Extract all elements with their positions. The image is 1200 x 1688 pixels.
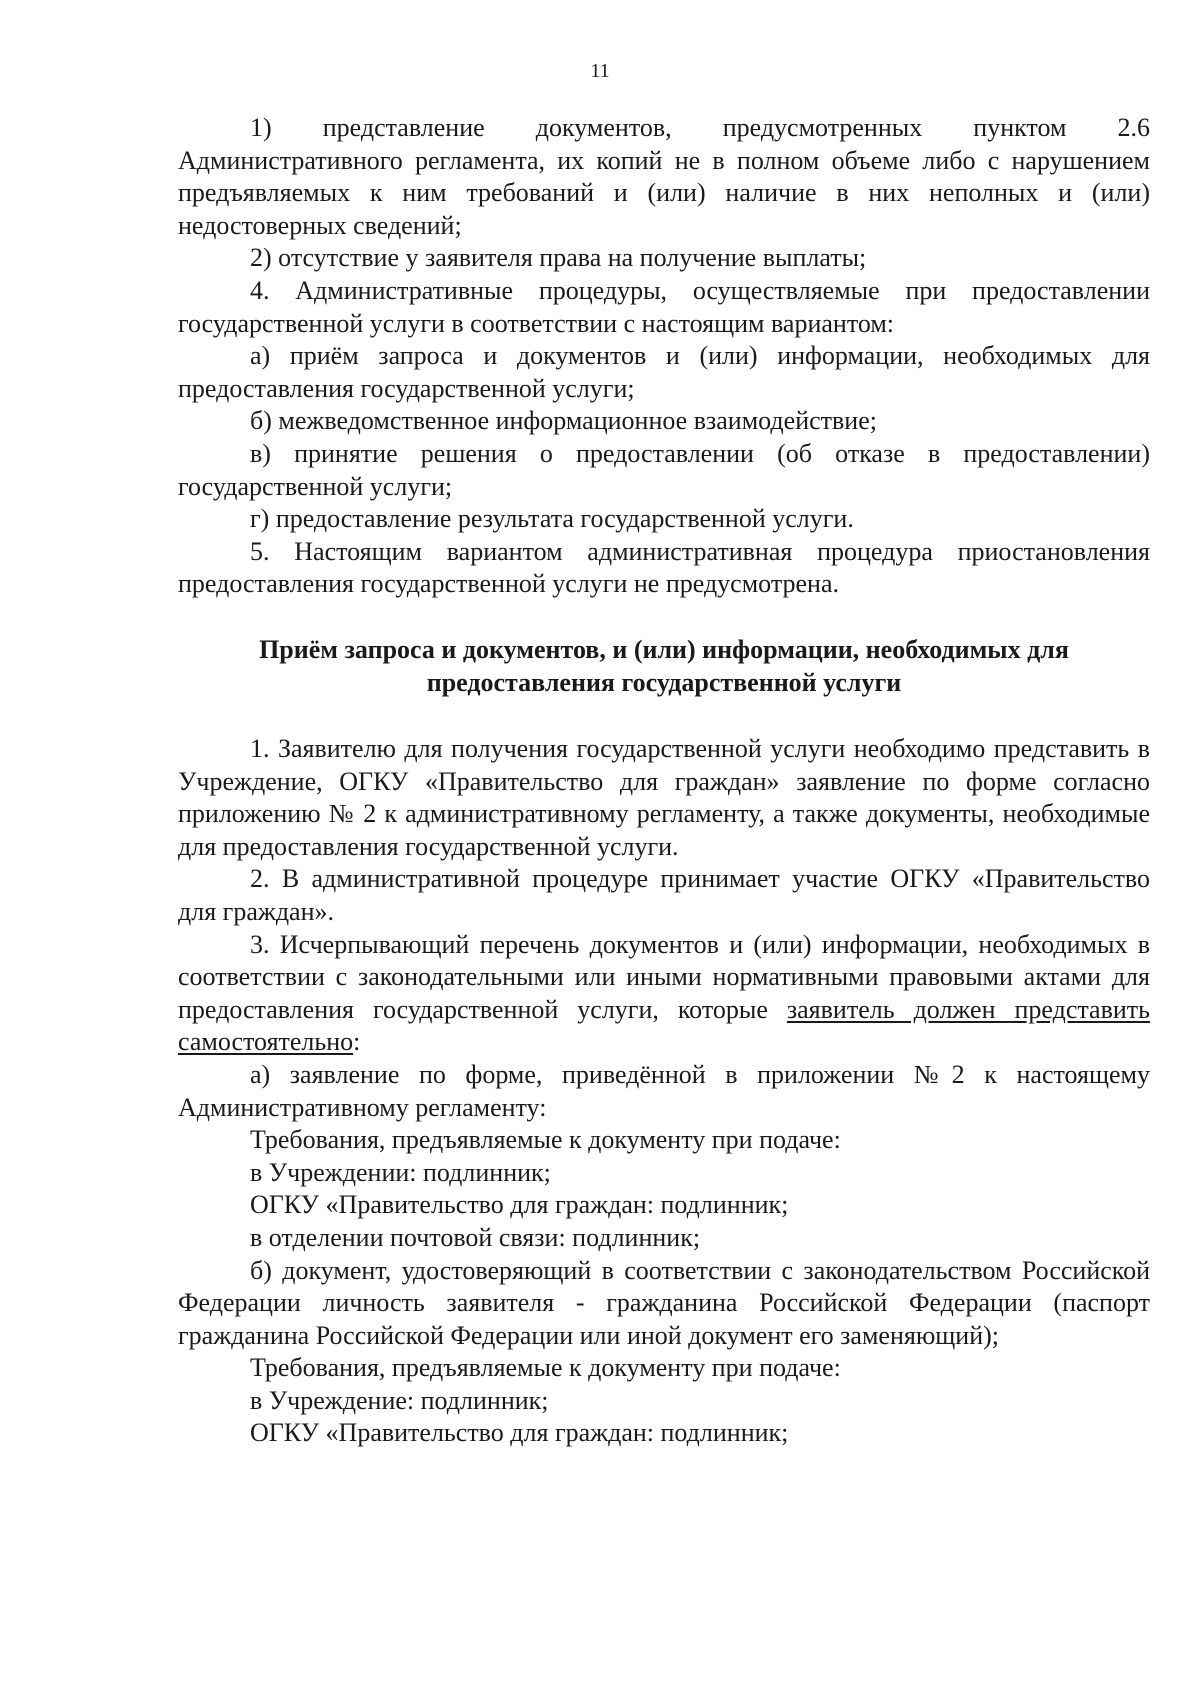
document-list-underlined: заявитель должен представить самостоятельно: [178, 994, 1151, 1057]
paragraph-requirements-1: Требования, предъявляемые к документу при подаче:: [250, 1125, 841, 1155]
document-list-text: 3. Исчерпывающий перечень документов и (или) информации, необходимых в соответствии с законодательными или иными нормативными правовыми актами для предоставления государственной услуги, которые: [178, 929, 1150, 1024]
paragraph-ogku-original-2: ОГКУ «Правительство для граждан: подлинник;: [250, 1418, 789, 1448]
section-heading-line-2: предоставления государственной услуги: [426, 668, 902, 697]
paragraph-institution-original-2: в Учреждение: подлинник;: [250, 1385, 549, 1415]
paragraph-ogku-original-1: ОГКУ «Правительство для граждан: подлинник;: [250, 1190, 789, 1220]
section-top: [178, 112, 1150, 601]
paragraph-procedure-a: а) приём запроса и документов и (или) информации, необходимых для предоставления государственной услуги;: [178, 341, 1150, 403]
paragraph-applicant-submission: 1. Заявителю для получения государственной услуги необходимо представить в Учреждение, ОГКУ «Правительство для граждан» заявление по форме согласно приложению № 2 к административному регламенту, а также документы, необходимые для предоставления государственной услуги.: [178, 734, 1150, 861]
paragraph-post-original: в отделении почтовой связи: подлинник;: [250, 1222, 701, 1252]
paragraph-item-a: а) заявление по форме, приведённой в приложении №2 к настоящему Административному регламенту:: [178, 1059, 1150, 1122]
document-list-colon: :: [353, 1027, 361, 1057]
paragraph-participant: 2. В административной процедуре принимает участие ОГКУ «Правительство для граждан».: [178, 864, 1150, 926]
section-heading: [178, 633, 1150, 699]
paragraph-requirements-2: Требования, предъявляемые к документу при подаче:: [250, 1353, 841, 1383]
paragraph-suspension: 5. Настоящим вариантом административная процедура приостановления предоставления государственной услуги не предусмотрена.: [178, 536, 1150, 599]
paragraph-document-list: [178, 929, 1150, 1059]
paragraph-procedure-v: в) принятие решения о предоставлении (об отказе в предоставлении) государственной услуги;: [178, 438, 1150, 501]
paragraph-procedure-g: г) предоставление результата государственной услуги.: [250, 504, 854, 534]
paragraph-refusal-reason-1: 1) представление документов, предусмотренных пунктом 2.6 Административного регламента, их копий не в полном объеме либо с нарушением предъявляемых к ним требований и (или) наличие в них неполных и (или) недостоверных сведений;: [178, 113, 1150, 240]
paragraph-item-b: б) документ, удостоверяющий в соответствии с законодательством Российской Федерации личность заявителя - гражданина Российской Федерации (паспорт гражданина Российской Федерации или иной документ его заменяющий);: [178, 1255, 1150, 1350]
paragraph-procedure-b: б) межведомственное информационное взаимодействие;: [250, 406, 877, 436]
section-bottom: [178, 733, 1150, 1450]
paragraph-admin-procedures: 4. Административные процедуры, осуществляемые при предоставлении государственной услуги в соответствии с настоящим вариантом:: [178, 275, 1150, 338]
paragraph-refusal-reason-2: 2) отсутствие у заявителя права на получение выплаты;: [250, 243, 867, 273]
section-heading-line-1: Приём запроса и документов, и (или) информации, необходимых для: [259, 635, 1069, 664]
page-number: 11: [590, 60, 610, 82]
paragraph-institution-original: в Учреждении: подлинник;: [250, 1157, 551, 1187]
